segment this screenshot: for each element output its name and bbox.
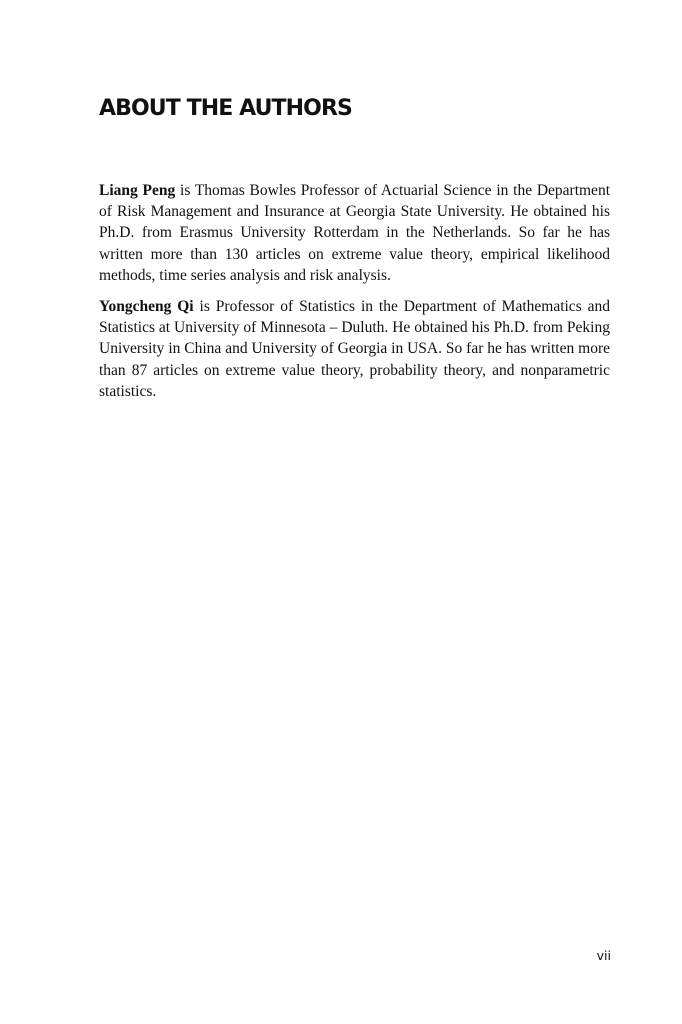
author-name: Yongcheng Qi bbox=[99, 298, 194, 316]
author-bio-text: is Thomas Bowles Professor of Actuarial Science in the Department of Risk Management and Insurance at Georgia State University. He obtained his Ph.D. from Erasmus University Rotterdam in the Netherlands. So far he has written more than 130 articles on extreme value theory, empirical likelihood methods, time series analysis and risk analysis. bbox=[99, 182, 610, 284]
author-bio-peng bbox=[99, 180, 610, 286]
page-number: vii bbox=[596, 948, 611, 963]
author-bio-text: is Professor of Statistics in the Department of Mathematics and Statistics at University of Minnesota – Duluth. He obtained his Ph.D. from Peking University in China and University of Georgia in USA. So far he has written more than 87 articles on extreme value theory, probability theory, and nonparametric statistics. bbox=[99, 298, 611, 400]
author-bio-qi bbox=[99, 296, 610, 402]
author-name: Liang Peng bbox=[99, 182, 176, 199]
author-bios bbox=[99, 180, 610, 412]
section-heading: ABOUT THE AUTHORS bbox=[99, 96, 352, 121]
